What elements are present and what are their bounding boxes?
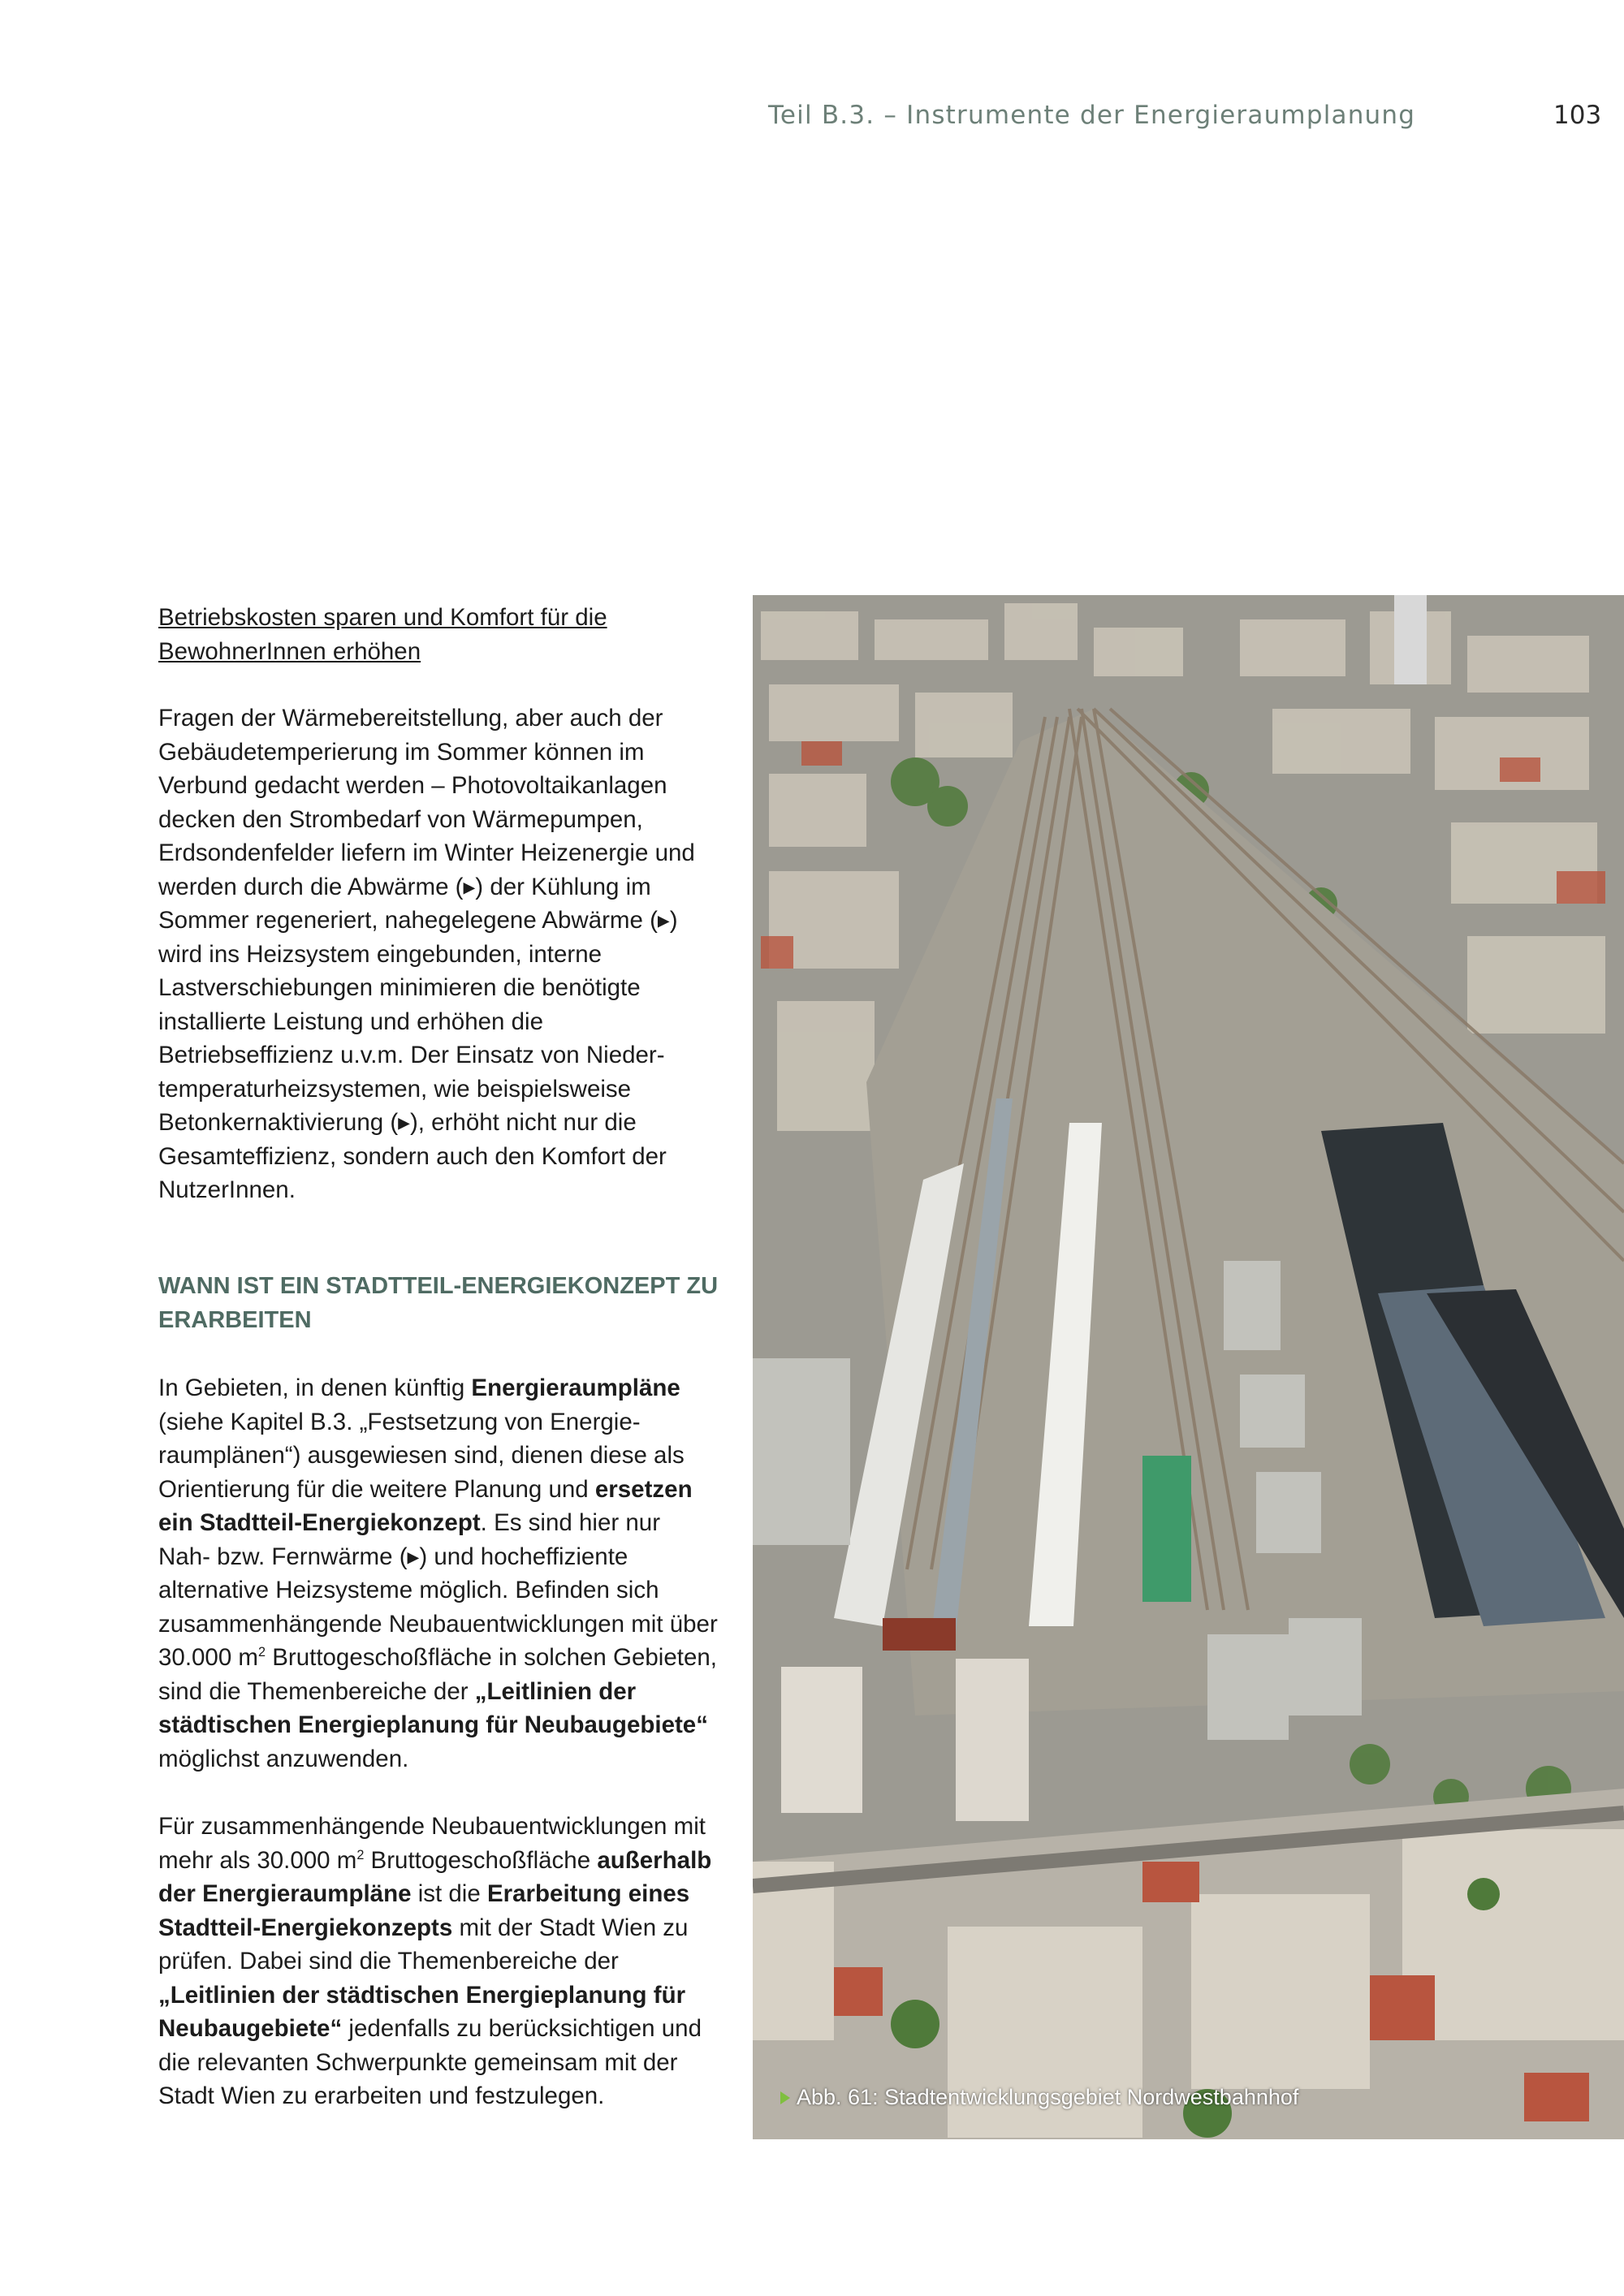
running-header: Teil B.3. – Instrumente der Energieraumplanung	[768, 101, 1416, 130]
intro-subheading: Betriebskosten sparen und Komfort für die BewohnerInnen erhöhen	[158, 604, 607, 665]
bold-ersetzen: ersetzen ein Stadtteil-Energiekonzept	[158, 1475, 693, 1536]
figure-caption-text: Abb. 61: Stadtentwicklungsgebiet Nordwestbahnhof	[797, 2085, 1299, 2109]
figure-caption	[780, 2085, 1298, 2110]
bold-erarbeitung: Erarbeitung eines Stadtteil-Energiekonzepts	[158, 1880, 690, 1941]
intro-paragraph-text: Fragen der Wärmebereitstellung, aber auch der Gebäudetemperierung im Sommer können im Verbund gedacht werden – Photovoltaikanlagen decken den Strombedarf von Wärmepumpen, Erdsondenfelder liefern im Winter Heizenergie und werden durch die Abwärme (▸) der Kühlung im Sommer regeneriert, nahegelegene Abwärme (▸) wird ins Heizsystem eingebunden, interne Lastverschiebungen minimieren die benötigte installierte Leistung und erhöhen die Betriebseffizienz u.v.m. Der Einsatz von Niedertemperaturheizsystemen, wie beispielsweise Betonkernaktivierung (▸), erhöht nicht nur die Gesamteffizienz, sondern auch den Komfort der NutzerInnen.	[158, 705, 695, 1203]
section-heading: WANN IST EIN STADTTEIL-ENERGIEKONZEPT ZU ERARBEITEN	[158, 1273, 719, 1333]
bold-ausserhalb: außerhalb der Energieraumpläne	[158, 1846, 712, 1907]
aerial-photo-illustration	[753, 595, 1624, 2139]
intro-paragraph	[158, 701, 719, 1207]
bold-leitlinien: „Leitlinien der städtischen Energieplanung für Neubaugebiete“	[158, 1677, 708, 1738]
paragraph-neubauentwicklungen	[158, 1810, 719, 2113]
aerial-photo	[753, 595, 1624, 2139]
paragraph-neubauentwicklungen-text: Für zusammenhängende Neubauentwicklungen mit mehr als 30.000 $m^2$ Bruttogeschoßfläche außerhalb der Energieraumpläne ist die Erarbeitung eines Stadtteil-Energiekonzepts mit der Stadt Wien zu prüfen. Dabei sind die Themenbereiche der „Leitlinien der städtischen Energieplanung für Neubaugebiete“ jedenfalls zu berücksichtigen und die relevanten Schwerpunkte gemeinsam mit der Stadt Wien zu erarbeiten und festzulegen.	[158, 1813, 712, 2109]
bold-energieraumplaene: Energieraumpläne	[471, 1375, 680, 1401]
paragraph-energieraumplaene	[158, 1371, 719, 1776]
page-number: 103	[1553, 101, 1602, 130]
bold-leitlinien-2: „Leitlinien der städtischen Energieplanung für Neubaugebiete“	[158, 1981, 686, 2042]
paragraph-energieraumplaene-text: In Gebieten, in denen künftig Energieraumpläne (siehe Kapitel B.3. „Festsetzung von Energieraumplänen“) ausgewiesen sind, dienen diese als Orientierung für die weitere Planung und ersetzen ein Stadtteil-Energiekonzept. Es sind hier nur Nah- bzw. Fernwärme (▸) und hocheffiziente alternative Heizsysteme möglich. Befinden sich zusammenhängende Neubauentwicklungen mit über 30.000 $m^2$ Bruttogeschoßfläche in solchen Gebieten, sind die Themenbereiche der „Leitlinien der städtischen Energieplanung für Neubaugebiete“ möglichst anzuwenden.	[158, 1375, 718, 1772]
caption-marker-icon	[780, 2091, 790, 2104]
